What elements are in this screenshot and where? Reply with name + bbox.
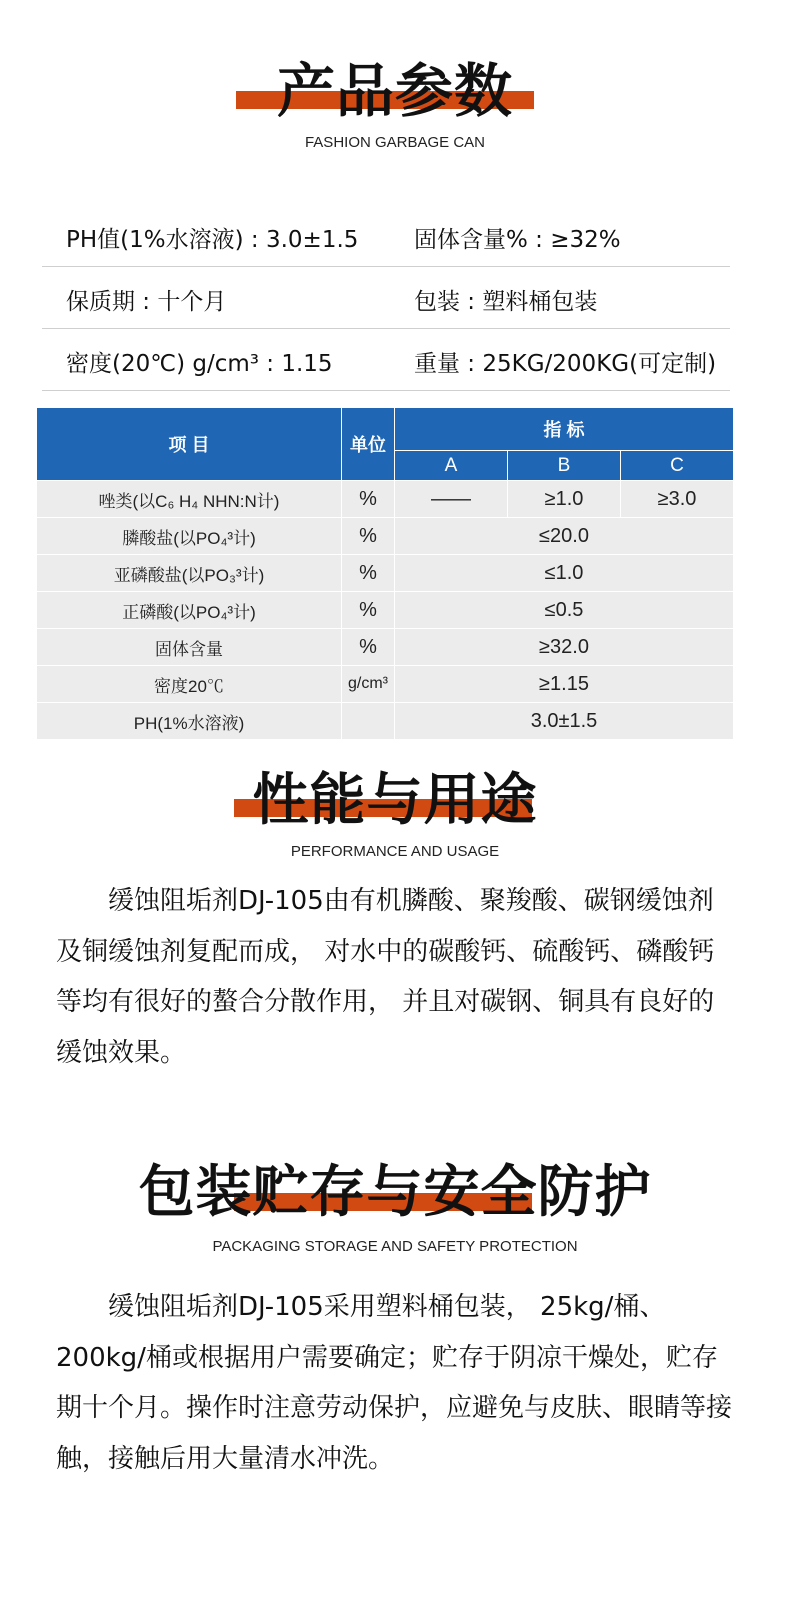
header-a: A	[395, 451, 508, 481]
header-b: B	[508, 451, 621, 481]
header-c: C	[621, 451, 734, 481]
section-title-params: 产品参数	[276, 57, 513, 125]
cell-unit: %	[342, 555, 395, 592]
table-row	[37, 481, 734, 518]
header-index: 指 标	[395, 408, 734, 451]
cell-item: 唑类(以C₆ H₄ NHN:N计)	[37, 481, 342, 518]
param-list	[42, 205, 730, 391]
cell-value: ≤20.0	[395, 518, 734, 555]
cell-b: ≥1.0	[508, 481, 621, 518]
spec-table	[36, 407, 734, 740]
header-item: 项 目	[37, 408, 342, 481]
cell-value: ≤1.0	[395, 555, 734, 592]
cell-unit	[342, 703, 395, 740]
cell-unit: %	[342, 481, 395, 518]
table-row	[37, 629, 734, 666]
table-row	[37, 592, 734, 629]
param-solid: 固体含量% : ≥32%	[414, 227, 621, 253]
table-row	[37, 703, 734, 740]
cell-value: ≥32.0	[395, 629, 734, 666]
cell-unit: %	[342, 592, 395, 629]
table-row	[37, 518, 734, 555]
param-shelf-life: 保质期 : 十个月	[66, 289, 227, 315]
section-title-packaging: 包装贮存与安全防护	[138, 1160, 652, 1225]
cell-item: 密度20℃	[37, 666, 342, 703]
header-unit: 单位	[342, 408, 395, 481]
cell-value: ≤0.5	[395, 592, 734, 629]
cell-item: 正磷酸(以PO₄³计)	[37, 592, 342, 629]
packaging-paragraph: 缓蚀阻垢剂DJ-105采用塑料桶包装， 25kg/桶、200kg/桶或根据用户需要确定；贮存于阴凉干燥处，贮存期十个月。操作时注意劳动保护，应避免与皮肤、眼睛等接触，接触后用大量清水冲洗。	[56, 1292, 733, 1474]
cell-item: PH(1%水溶液)	[37, 703, 342, 740]
param-density: 密度(20℃) g/cm³ : 1.15	[66, 351, 333, 377]
section-subtitle-performance: PERFORMANCE AND USAGE	[290, 843, 500, 860]
section-subtitle-packaging: PACKAGING STORAGE AND SAFETY PROTECTION	[212, 1238, 578, 1255]
table-row	[37, 555, 734, 592]
cell-unit: %	[342, 629, 395, 666]
param-packaging: 包装 : 塑料桶包装	[414, 289, 598, 315]
cell-value: 3.0±1.5	[395, 703, 734, 740]
cell-value: ≥1.15	[395, 666, 734, 703]
cell-c: ≥3.0	[621, 481, 734, 518]
param-weight: 重量 : 25KG/200KG(可定制)	[414, 351, 717, 377]
cell-unit: %	[342, 518, 395, 555]
param-row	[42, 205, 730, 267]
cell-item: 固体含量	[37, 629, 342, 666]
performance-paragraph: 缓蚀阻垢剂DJ-105由有机膦酸、聚羧酸、碳钢缓蚀剂及铜缓蚀剂复配而成， 对水中的碳酸钙、硫酸钙、磷酸钙等均有很好的螯合分散作用， 并且对碳钢、铜具有良好的缓蚀效果。	[56, 886, 715, 1068]
cell-unit: g/cm³	[342, 666, 395, 703]
cell-a: ——	[395, 481, 508, 518]
param-row	[42, 329, 730, 391]
section-subtitle-params: FASHION GARBAGE CAN	[304, 134, 486, 151]
cell-item: 膦酸盐(以PO₄³计)	[37, 518, 342, 555]
param-row	[42, 267, 730, 329]
table-row	[37, 666, 734, 703]
param-ph: PH值(1%水溶液) : 3.0±1.5	[66, 227, 359, 253]
section-title-performance: 性能与用途	[252, 768, 538, 833]
cell-item: 亚磷酸盐(以PO₃³计)	[37, 555, 342, 592]
